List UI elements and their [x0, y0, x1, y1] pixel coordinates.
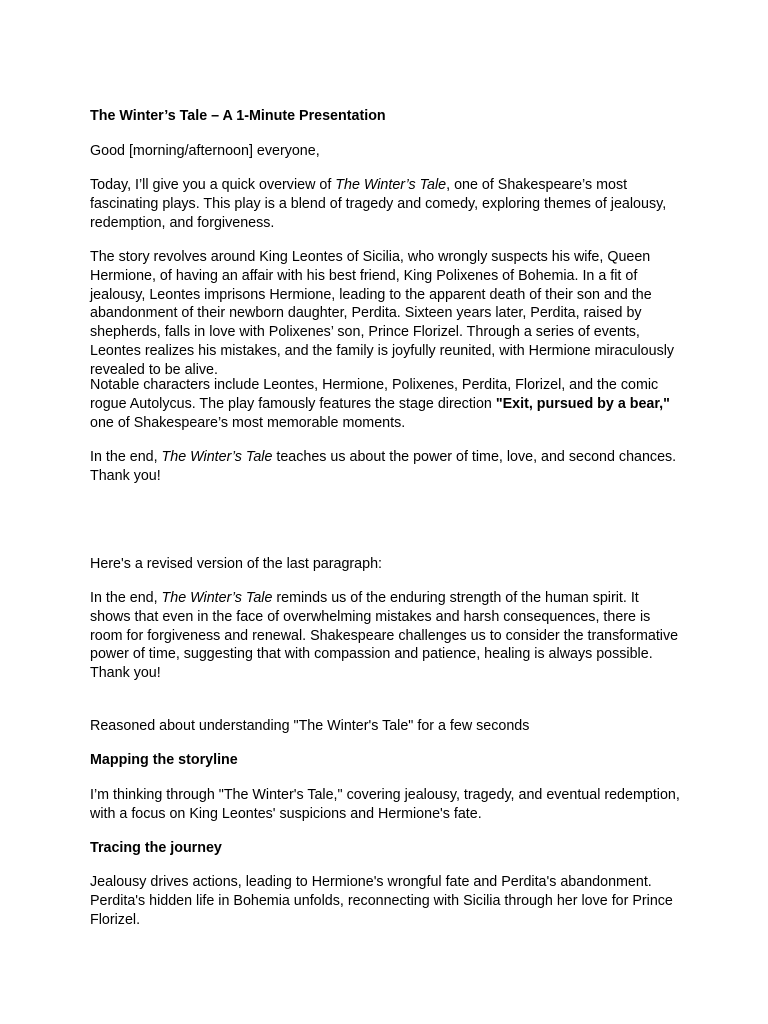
- document-title: The Winter’s Tale – A 1-Minute Presentation: [90, 108, 386, 124]
- mapping-heading: Mapping the storyline: [90, 752, 238, 768]
- characters-text-end: one of Shakespeare’s most memorable moments.: [90, 414, 406, 431]
- intro-paragraph: [90, 176, 680, 232]
- ending-text-start: In the end,: [90, 449, 162, 465]
- play-title-italic: The Winter’s Tale: [161, 449, 273, 465]
- tracing-heading: Tracing the journey: [90, 840, 222, 856]
- play-title-italic: The Winter’s Tale: [335, 177, 447, 193]
- intro-text-start: Today, I’ll give you a quick overview of: [90, 177, 336, 193]
- revised-intro-paragraph: Here's a revised version of the last paragraph:: [90, 556, 382, 572]
- tracing-paragraph: Jealousy drives actions, leading to Hermione's wrongful fate and Perdita's abandonment. Perdita's hidden life in Bohemia unfolds, reconnecting with Sicilia through her love for Prince Florizel.: [90, 874, 673, 928]
- revised-ending-text-end: reminds us of the enduring strength of the human spirit. It shows that even in the face of overwhelming mistakes and harsh consequences, there is room for forgiveness and renewal. Shakespeare challenges us to consider the transformative power of time, suggesting that with compassion and patience, healing is always possible. Thank you!: [90, 590, 679, 682]
- revised-ending-text-start: In the end,: [90, 590, 162, 606]
- characters-text-start: Notable characters include Leontes, Hermione, Polixenes, Perdita, Florizel, and the comic rogue Autolycus. The play famously features the stage direction: [90, 377, 659, 412]
- story-paragraph: The story revolves around King Leontes of Sicilia, who wrongly suspects his wife, Queen Hermione, of having an affair with his best friend, King Polixenes of Bohemia. In a fit of jealousy, Leontes imprisons Hermione, leading to the apparent death of their son and the abandonment of their newborn daughter, Perdita. Sixteen years later, Perdita, raised by shepherds, falls in love with Polixenes’ son, Prince Florizel. Through a series of events, Leontes realizes his mistakes, and the family is joyfully reunited, with Hermione miraculously revealed to be alive.: [90, 249, 675, 378]
- play-title-italic: The Winter’s Tale: [161, 590, 273, 606]
- intro-text-end: , one of Shakespeare’s most fascinating plays. This play is a blend of tragedy and comedy, exploring themes of jealousy, redemption, and forgiveness.: [90, 177, 667, 231]
- reasoned-note: Reasoned about understanding "The Winter's Tale" for a few seconds: [90, 718, 530, 734]
- stage-direction-bold: "Exit, pursued by a bear,": [495, 395, 670, 412]
- greeting-paragraph: Good [morning/afternoon] everyone,: [90, 143, 320, 159]
- mapping-paragraph: I’m thinking through "The Winter's Tale," covering jealousy, tragedy, and eventual redemption, with a focus on King Leontes' suspicions and Hermione's fate.: [90, 787, 680, 822]
- ending-text-end: teaches us about the power of time, love, and second chances. Thank you!: [90, 449, 677, 484]
- characters-paragraph: [90, 376, 680, 432]
- revised-ending-paragraph: [90, 589, 680, 683]
- ending-paragraph: [90, 448, 680, 486]
